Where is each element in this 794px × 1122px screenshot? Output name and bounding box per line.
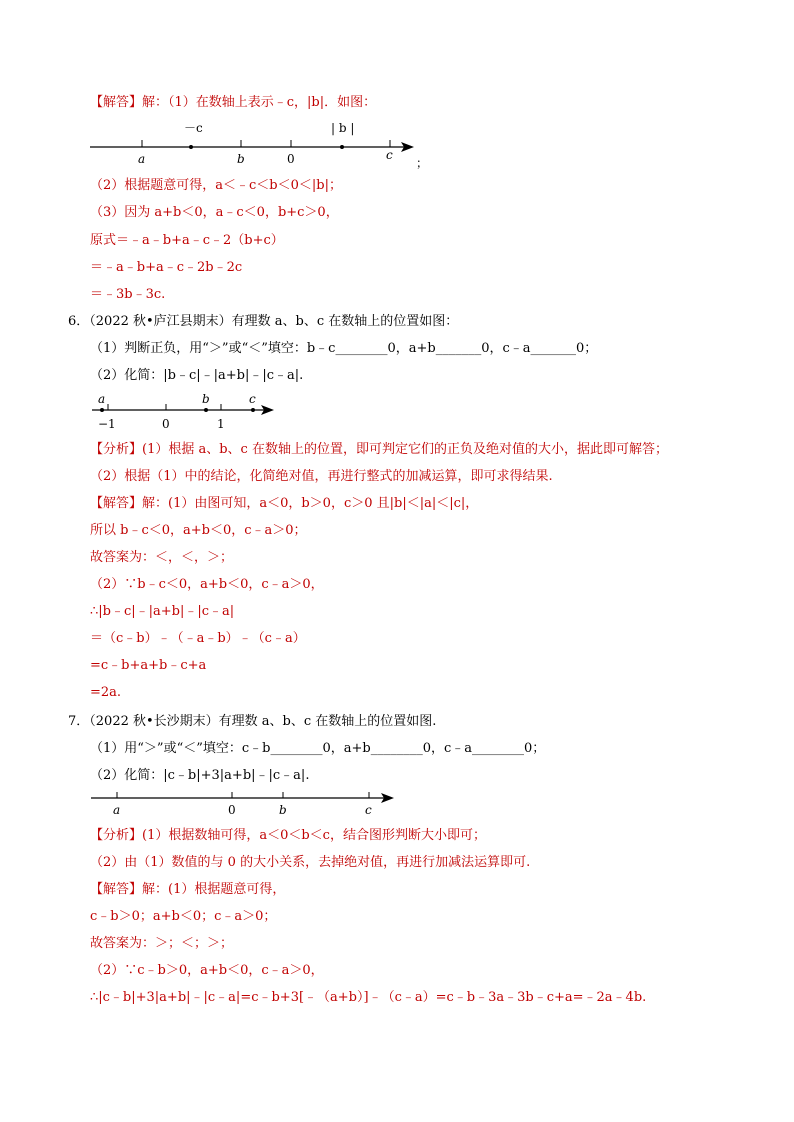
q7-analysis2: （2）由（1）数值的与 0 的大小关系，去掉绝对值，再进行加减法运算即可.	[90, 855, 531, 870]
q7-answer-line3: 故答案为：＞；＜；＞；	[90, 936, 234, 951]
q5-label-c: c	[386, 148, 393, 162]
q7-label-0: 0	[228, 803, 236, 817]
q5-answer-line2: （2）根据题意可得，a＜﹣c＜b＜0＜|b|；	[90, 178, 342, 193]
q7-number-line	[88, 788, 408, 820]
q6-label-1: 1	[217, 417, 225, 431]
q6-number-line	[88, 390, 288, 432]
q7-answer-line4: （2）∵c﹣b＞0，a+b＜0，c﹣a＞0，	[90, 963, 324, 978]
q6-answer-line4: （2）∵b﹣c＜0，a+b＜0，c﹣a＞0，	[90, 577, 324, 592]
q6-part1: （1）判断正负，用“＞”或“＜”填空：b﹣c________0，a+b_______0，c﹣a_______0；	[90, 341, 598, 356]
q6-label-c: c	[249, 392, 256, 406]
q7-analysis1: 【分析】(1）根据数轴可得，a＜0＜b＜c，结合图形判断大小即可；	[90, 828, 486, 843]
q7-label-b: b	[279, 803, 287, 817]
q6-answer-line6: ＝（c﹣b）﹣（﹣a﹣b）﹣（c﹣a）	[90, 631, 306, 646]
q6-title: 6．（2022 秋•庐江县期末）有理数 a、b、c 在数轴上的位置如图：	[68, 314, 459, 329]
q7-answer-line5: ∴|c﹣b|+3|a+b|﹣|c﹣a|=c﹣b+3[﹣（a+b）]﹣（c﹣a）=c﹣b﹣3a﹣3b﹣c+a=﹣2a﹣4b.	[90, 990, 647, 1005]
q7-label-a: a	[113, 803, 121, 817]
q6-answer-line5: ∴|b﹣c|﹣|a+b|﹣|c﹣a|	[90, 604, 235, 619]
q7-answer-line2: c﹣b＞0；a+b＜0；c﹣a＞0；	[90, 909, 277, 924]
q6-label-a: a	[98, 392, 106, 406]
q5-label-neg-c: －c	[184, 121, 203, 135]
q5-answer-line5: ＝﹣a﹣b+a﹣c﹣2b﹣2c	[90, 260, 243, 275]
q5-label-abs-b: | b |	[331, 121, 355, 135]
q6-label-0: 0	[162, 417, 170, 431]
q6-answer-line2: 所以 b﹣c＜0，a+b＜0，c﹣a＞0；	[90, 523, 307, 538]
q6-answer-line8: =2a.	[90, 685, 122, 700]
q6-analysis1: 【分析】(1）根据 a、b、c 在数轴上的位置，即可判定它们的正负及绝对值的大小，据此即可解答；	[90, 442, 668, 457]
q6-part2: （2）化简：|b﹣c|﹣|a+b|﹣|c﹣a|.	[90, 368, 304, 383]
q5-answer-line6: ＝﹣3b﹣3c.	[90, 287, 166, 302]
q5-label-0: 0	[287, 152, 295, 166]
q7-answer-line1: 【解答】解：(1）根据题意可得，	[90, 882, 286, 897]
q5-answer-line3: （3）因为 a+b＜0，a﹣c＜0，b+c＞0，	[90, 205, 339, 220]
q5-axis-trail: ；	[416, 156, 429, 170]
q5-point-neg-c	[189, 145, 193, 149]
q6-answer-line7: =c﹣b+a+b﹣c+a	[90, 658, 207, 673]
q5-label-a: a	[138, 152, 146, 166]
q6-answer-line3: 故答案为：＜，＜，＞；	[90, 550, 234, 565]
q6-point-b	[204, 408, 208, 412]
q6-analysis2: （2）根据（1）中的结论，化简绝对值，再进行整式的加减运算，即可求得结果.	[90, 469, 553, 484]
q6-label-b: b	[202, 392, 210, 406]
q7-title: 7．（2022 秋•长沙期末）有理数 a、b、c 在数轴上的位置如图.	[68, 714, 437, 729]
q5-point-abs-b	[340, 145, 344, 149]
q6-label-neg1: −1	[98, 417, 116, 431]
q6-answer-line1: 【解答】解：(1）由图可知，a＜0，b＞0，c＞0 且|b|＜|a|＜|c|，	[90, 496, 479, 511]
q5-number-line	[88, 116, 428, 168]
q7-part1: （1）用“＞”或“＜”填空：c﹣b________0，a+b________0，c﹣a________0；	[90, 741, 546, 756]
q6-point-a	[100, 408, 104, 412]
q7-part2: （2）化简：|c﹣b|+3|a+b|﹣|c﹣a|.	[90, 768, 310, 783]
q5-label-b: b	[237, 152, 245, 166]
q5-answer-line4: 原式＝﹣a﹣b+a﹣c﹣2（b+c）	[90, 233, 284, 248]
q5-answer-line1: 【解答】解：（1）在数轴上表示﹣c，|b|．如图：	[90, 95, 377, 110]
q7-label-c: c	[365, 803, 372, 817]
q6-point-c	[251, 408, 255, 412]
